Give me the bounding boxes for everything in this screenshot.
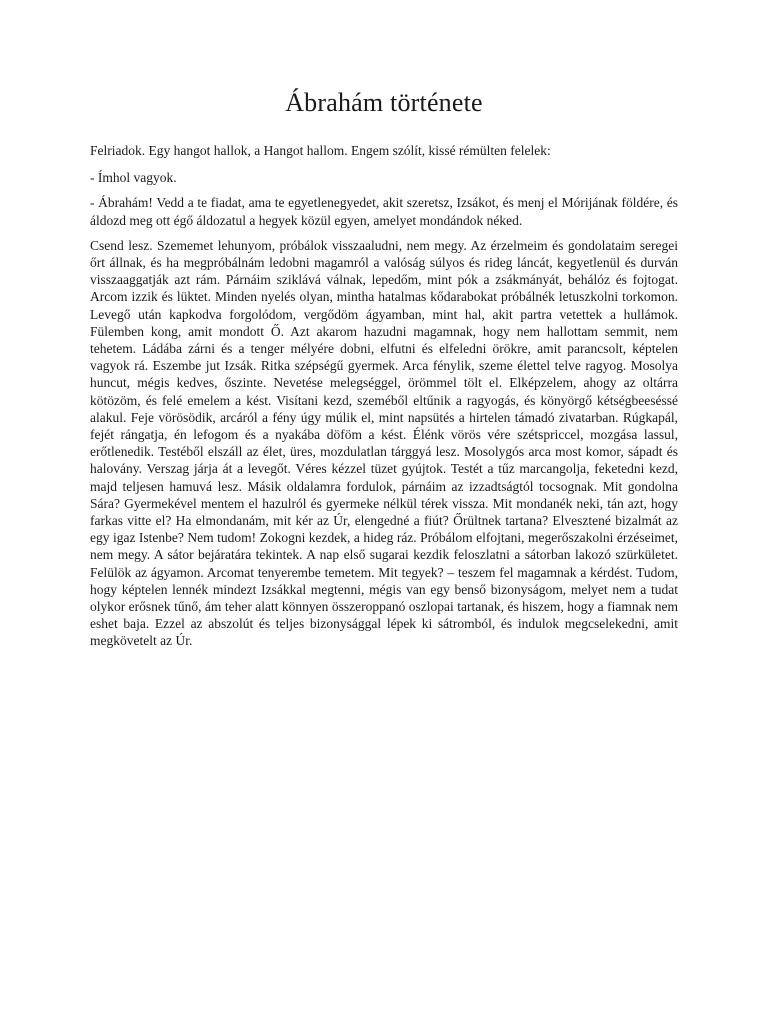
paragraph-dialogue-reply: - Ímhol vagyok. — [90, 170, 177, 186]
document-title: Ábrahám története — [285, 88, 483, 117]
paragraph-main-body: Csend lesz. Szememet lehunyom, próbálok visszaaludni, nem megy. Az érzelmeim és gondolataim seregei őrt állnak, és ha megpróbálnám ledobni magamról a valóság súlyos és rideg láncát, kegyetlenül és durván visszaaggatják azt rám. Párnáim sziklává válnak, lepedőm, mint pók a zsákmányát, behálóz és fojtogat. Arcom izzik és lüktet. Minden nyelés olyan, mintha hatalmas kődarabokat próbálnék letuszkolni torkomon. Levegő után kapkodva forgolódom, vergődöm ágyamban, mint hal, akit partra vetettek a hullámok. Fülemben kong, amit mondott Ő. Azt akarom hazudni magamnak, hogy nem hallottam semmit, nem tehetem. Ládába zárni és a tenger mélyére dobni, elfutni és elfeledni örökre, amit parancsolt, képtelen vagyok rá. Eszembe jut Izsák. Ritka szépségű gyermek. Arca fénylik, szeme élettel telve ragyog. Mosolya huncut, mégis kedves, őszinte. Nevetése melegséggel, örömmel tölt el. Elképzelem, ahogy az oltárra kötözöm, és felé emelem a kést. Visítani kezd, szeméből eltűnik a ragyogás, és könyörgő kétségbeeséssé alakul. Feje vörösödik, arcáról a fény úgy múlik el, mint napsütés a hirtelen támadó zivatarban. Rúgkapál, fejét rángatja, én lefogom és a nyakába döföm a kést. Élénk vörös vére szétspriccel, mozgása lassul, erőtlenedik. Testéből elszáll az élet, üres, mozdulatlan tárggyá lesz. Mosolygós arca most komor, sápadt és halovány. Verszag járja át a levegőt. Véres kézzel tüzet gyújtok. Testét a tűz marcangolja, feketedni kezd, majd teljesen hamuvá lesz. Másik oldalamra fordulok, párnáim az izzadtságtól tocsognak. Mit gondolna Sára? Gyermekével mentem el hazulról és gyermeke nélkül térek vissza. Mit mondanék neki, tán azt, hogy farkas vitte el? Ha elmondanám, mit kér az Úr, elengedné a fiút? Őrültnek tartana? Elvesztené bizalmát az egy igaz Istenbe? Nem tudom! Zokogni kezdek, a hideg ráz. Próbálom elfojtani, megerőszakolni érzéseimet, nem megy. A sátor bejáratára tekintek. A nap első sugarai kezdik feloszlatni a sátorban lakozó szürkületet. Felülök az ágyamon. Arcomat tenyerembe temetem. Mit tegyek? – teszem fel magamnak a kérdést. Tudom, hogy képtelen lennék mindezt Izsákkal megtenni, mégis van egy benső bizonyságom, melyet nem a tudat olykor erősnek tűnő, ám teher alatt könnyen összeroppanó oszlopai tartanak, és hiszem, hogy a fiamnak nem eshet baja. Ezzel az abszolút és teljes bizonysággal lépek ki sátromból, és indulok megcselekedni, amit megkövetelt az Úr. — [90, 237, 678, 649]
paragraph-intro: Felriadok. Egy hangot hallok, a Hangot hallom. Engem szólít, kissé rémülten felelek: — [90, 143, 551, 158]
paragraph-dialogue-command: - Ábrahám! Vedd a te fiadat, ama te egyetlenegyedet, akit szeretsz, Izsákot, és menj el Mórijának földére, és áldozd meg ott égő áldozatul a hegyek közül egyen, amelyet mondándok néked. — [90, 195, 678, 228]
